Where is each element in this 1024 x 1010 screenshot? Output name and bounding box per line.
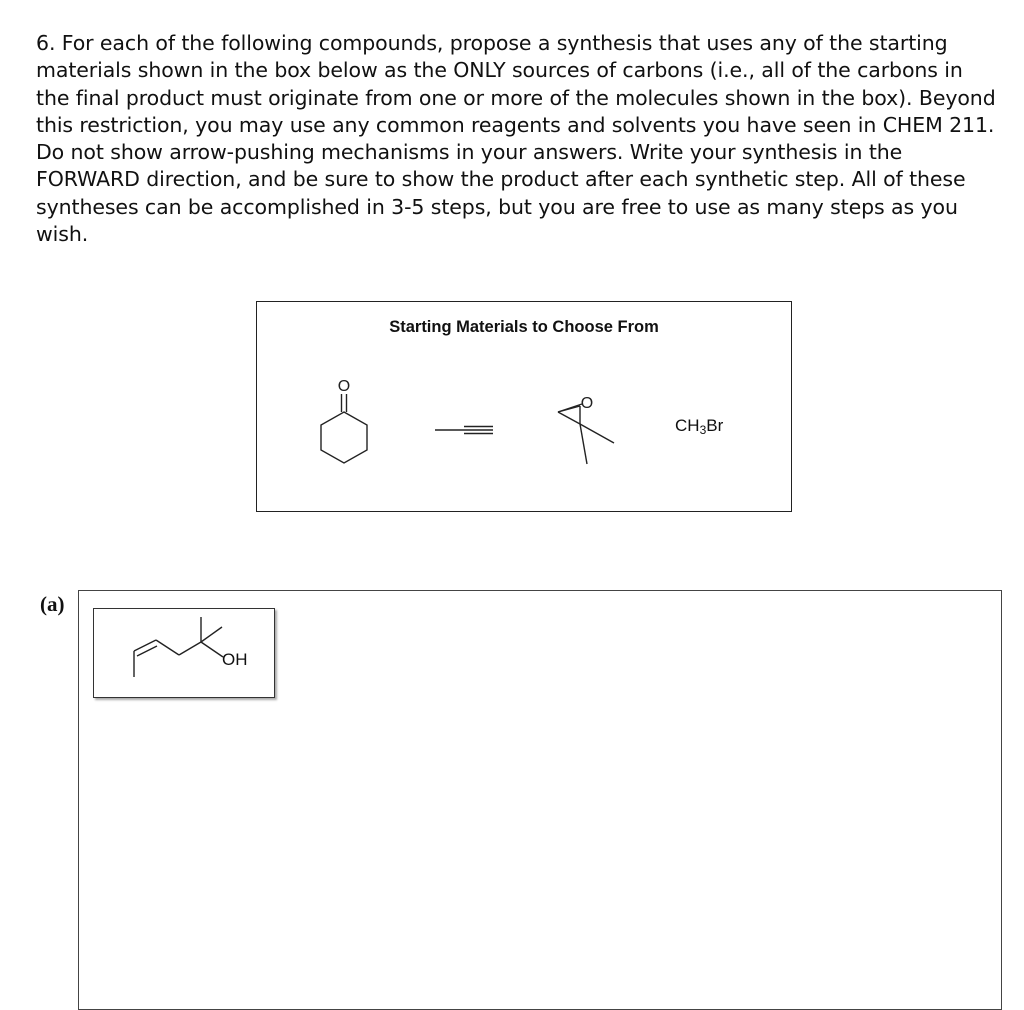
formula-ch: CH	[675, 416, 700, 435]
starting-materials-structures	[257, 302, 793, 513]
epoxide-oxygen-label: O	[580, 395, 594, 412]
question-text: 6. For each of the following compounds, propose a synthesis that uses any of the starting materials shown in the box below as the ONLY sources of carbons (i.e., all of the carbons in the final product must originate from one or more of the molecules shown in the box). Beyond this restriction, you may use any common reagents and solvents you have seen in CHEM 211. Do not show arrow-pushing mechanisms in your answers. Write your synthesis in the FORWARD direction, and be sure to show the product after each synthetic step. All of these syntheses can be accomplished in 3-5 steps, but you are free to use as many steps as you wish.	[36, 31, 996, 247]
formula-subscript: 3	[699, 423, 707, 437]
part-a-label: (a)	[40, 592, 65, 616]
target-compound-structure	[94, 609, 276, 699]
hydroxyl-label: OH	[222, 650, 248, 669]
starting-materials-box	[256, 301, 792, 512]
formula-br: Br	[706, 416, 724, 435]
propyne-structure	[435, 427, 493, 434]
cyclohexanone-structure	[321, 378, 367, 463]
starting-materials-title: Starting Materials to Choose From	[389, 318, 659, 336]
epoxide-structure	[558, 395, 614, 464]
cyclohexanone-oxygen-label: O	[337, 378, 351, 395]
methyl-bromide-formula	[675, 416, 723, 437]
target-compound-box	[93, 608, 275, 698]
